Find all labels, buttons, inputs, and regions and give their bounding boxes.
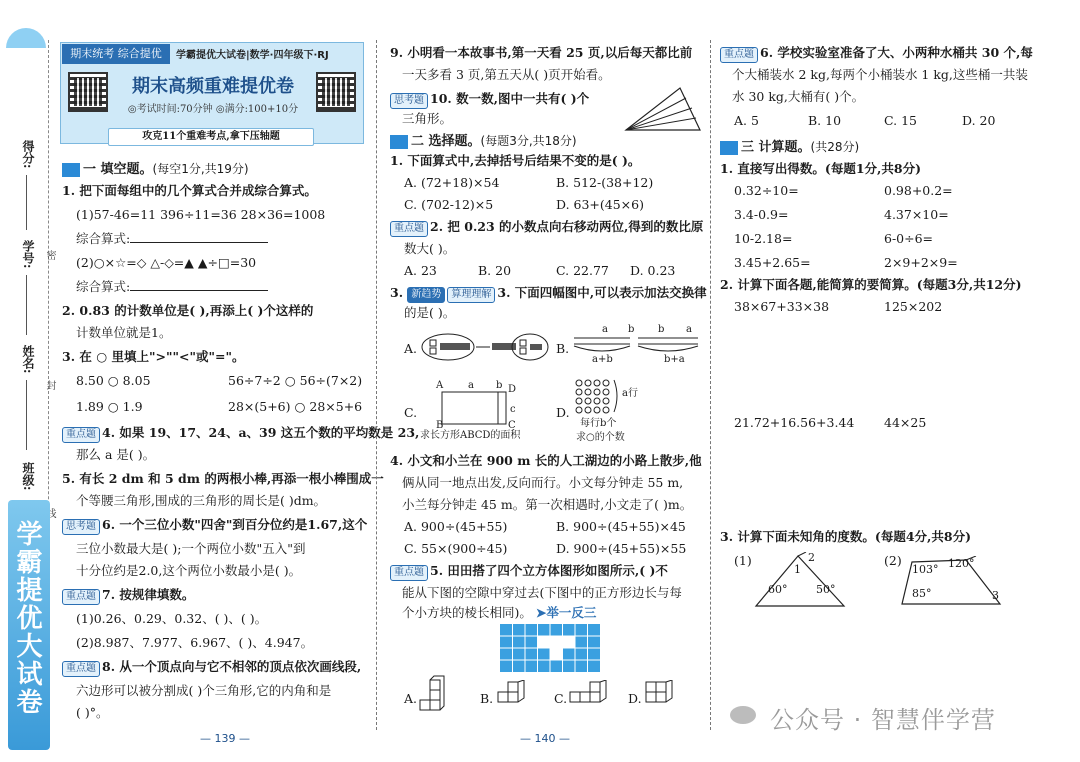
exam-title: 期末高频重难提优卷 [132,76,294,97]
question-l6: 思考题 6. 一个三位小数"四舍"到百分位约是1.67,这个 [62,516,367,535]
choice-option: A. (72+18)×54 [404,175,500,190]
student-id-label: 学号: [21,240,35,269]
grid-figure [500,624,600,672]
key-tag: 重点题 [720,47,758,63]
calc-item: 0.98+0.2= [884,183,953,198]
question-l8-cont: 六边形可以被分割成( )个三角形,它的内角和是 [76,683,332,698]
page-divider [376,40,377,730]
cube-option-c: C. [554,691,568,706]
calc-expression: 38×67+33×38 [734,299,830,314]
calc-q3: 3. 计算下面未知角的度数。(每题4分,共8分) [720,529,971,544]
label-c: c [510,404,516,415]
option-c-caption: 求长方形ABCD的面积 [420,430,521,441]
question-l5: 5. 有长 2 dm 和 5 dm 的两根小棒,再添一根小棒围成一 [62,471,384,486]
choice-option: A. 5 [734,113,759,128]
angle-1: 1 [794,563,801,576]
section-fill-in: 一 填空题。(每空1分,共19分) [62,158,249,177]
calc-q2: 2. 计算下面各题,能简算的要简算。(每题3分,共12分) [720,277,1022,292]
option-a-figure [420,330,550,364]
calc-item: 2×9+2×9= [884,255,958,270]
name-line [26,380,27,450]
question-l10: 思考题 10. 数一数,图中一共有( )个 [390,90,589,109]
option-b-a2: a [686,324,692,335]
choice-option: D. 63+(45×6) [556,197,644,212]
calc-item: 6-0÷6= [884,231,934,246]
cube-option-d: D. [628,691,642,706]
extend-link[interactable]: ➤举一反三 [535,605,597,620]
question-l4: 重点题 4. 如果 19、17、24、a、39 这五个数的平均数是 23, [62,424,419,443]
compare-item: 8.50 ○ 8.05 [76,373,151,388]
reasoning-tag: 算理理解 [447,287,495,303]
question-l4-cont: 那么 a 是( )。 [76,447,156,462]
question-l1: 1. 把下面每组中的几个算式合并成综合算式。 [62,183,317,198]
choice-option: B. 20 [478,263,512,278]
key-tag: 重点题 [62,427,100,443]
section-badge-icon [390,135,408,149]
header-tag: 期末统考 综合提优 [62,44,170,64]
score-label: 得分: [21,140,35,169]
choice-option: B. 10 [808,113,842,128]
calc-item: 3.45+2.65= [734,255,811,270]
triangle-angle-figure [752,552,852,610]
angle-part-2: (2) [884,553,902,568]
score-line [26,175,27,230]
angle-3: 3 [992,589,999,602]
choice-option: C. (702-12)×5 [404,197,494,212]
choice-option: C. 15 [884,113,917,128]
calc-item: 0.32÷10= [734,183,799,198]
compare-item: 1.89 ○ 1.9 [76,399,143,414]
header-series: 学霸提优大试卷|数学·四年级下·RJ [176,50,329,61]
question-l8: 重点题 8. 从一个顶点向与它不相邻的顶点依次画线段, [62,658,361,677]
question-l7-part2: (2)8.987、7.977、6.967、( )、4.947。 [76,635,314,650]
choice-q5-cont: 个小方块的棱长相同)。 ➤举一反三 [402,605,597,620]
option-b-b2: b [658,324,665,335]
question-l8-cont: ( )°。 [76,705,109,720]
option-b-a: a [602,324,608,335]
exam-meta: ◎考试时间:70分钟 ◎满分:100+10分 [127,104,299,115]
student-id-line [26,275,27,335]
think-tag: 思考题 [390,93,428,109]
choice-option: B. 900÷(45+55)×45 [556,519,686,534]
question-l5-cont: 个等腰三角形,围成的三角形的周长是( )dm。 [76,493,327,508]
calc-expression: 44×25 [884,415,927,430]
question-l9-cont: 一天多看 3 页,第五天从( )页开始看。 [402,67,611,82]
qr-code-right [316,72,356,112]
choice-option: C. 55×(900÷45) [404,541,508,556]
option-b-sum: a+b [592,354,613,365]
choice-q3-cont: 的是( )。 [404,305,456,320]
cube-option-b: B. [480,691,494,706]
angle-50: 50° [816,583,836,596]
choice-q6-cont: 水 30 kg,大桶有( )个。 [732,89,865,104]
point-d: D [508,384,517,395]
exam-slogan: 攻克11个重难考点,拿下压轴题 [108,128,314,146]
question-l7: 重点题 7. 按规律填数。 [62,586,194,605]
choice-option: D. 0.23 [630,263,676,278]
choice-q1: 1. 下面算式中,去掉括号后结果不变的是( )。 [390,153,641,168]
question-l1-part1: (1)57-46=11 396÷11=36 28×36=1008 [76,207,326,222]
calc-q1: 1. 直接写出得数。(每题1分,共8分) [720,161,921,176]
calc-expression: 21.72+16.56+3.44 [734,415,855,430]
choice-q5: 重点题 5. 田田搭了四个立方体图形如图所示,( )不 [390,562,668,581]
choice-q2-cont: 数大( )。 [404,241,456,256]
calc-item: 4.37×10= [884,207,949,222]
calc-expression: 125×202 [884,299,943,314]
triangle-figure [624,84,704,134]
cut-mark-2: 封 [44,380,55,390]
question-l6-cont: 三位小数最大是( );一个两位小数"五入"到 [76,541,306,556]
option-d-caption2: 求○的个数 [576,432,625,443]
angle-60: 60° [768,583,788,596]
choice-q4-cont: 俩从同一地点出发,反向而行。小文每分钟走 55 m, [402,475,684,490]
answer-prompt: 综合算式: [76,230,268,248]
page-number-middle: — 140 — [520,732,570,745]
cut-mark-1: 密 [44,250,55,260]
angle-part-1: (1) [734,553,752,568]
label-a: a [468,380,474,391]
option-b-b: b [628,324,635,335]
angle-2: 2 [808,551,815,564]
question-l2: 2. 0.83 的计数单位是( ),再添上( )个这样的 [62,303,314,318]
calc-item: 10-2.18= [734,231,793,246]
cube-option-a: A. [404,691,418,706]
choice-q6: 重点题 6. 学校实验室准备了大、小两种水桶共 30 个,每 [720,44,1033,63]
left-page [0,0,420,762]
section-badge-icon [720,141,738,155]
page-divider [710,40,711,730]
angle-103: 103° [912,563,939,576]
choice-q4-cont: 小兰每分钟走 45 m。第一次相遇时,小文走了( )m。 [402,497,693,512]
choice-option: A. 23 [404,263,437,278]
choice-q4: 4. 小文和小兰在 900 m 长的人工湖边的小路上散步,他 [390,453,702,468]
question-l7-part1: (1)0.26、0.29、0.32、( )、( )。 [76,611,268,626]
point-b: B [436,420,444,431]
option-c-label: C. [404,405,418,420]
trend-tag: 新趋势 [407,287,445,303]
section-badge-icon [62,163,80,177]
section-choice: 二 选择题。(每题3分,共18分) [390,130,577,149]
choice-q3: 3. 新趋势 算理理解 3. 下面四幅图中,可以表示加法交换律 [390,284,707,303]
qr-code-left [68,72,108,112]
question-l2-cont: 计数单位就是1。 [76,325,172,340]
choice-q2: 重点题 2. 把 0.23 的小数点向右移动两位,得到的数比原 [390,218,703,237]
question-l3: 3. 在 ○ 里填上">""<"或"="。 [62,349,245,364]
choice-q6-cont: 个大桶装水 2 kg,每两个小桶装水 1 kg,这些桶一共装 [732,67,1028,82]
name-label: 姓名: [21,345,35,374]
section-calculation: 三 计算题。(共28分) [720,136,859,155]
option-d-caption1: 每行b个 [580,418,617,429]
compare-item: 28×(5+6) ○ 28×5+6 [228,399,363,414]
class-label: 班级: [21,462,35,491]
cube-figure-a [418,674,448,714]
label-b: b [496,380,503,391]
think-tag: 思考题 [62,519,100,535]
option-c-figure [430,388,550,428]
wechat-icon [730,706,756,724]
middle-page [380,0,710,762]
option-b-label: B. [556,341,570,356]
key-tag: 重点题 [62,589,100,605]
answer-prompt: 综合算式: [76,278,268,296]
angle-85: 85° [912,587,932,600]
angle-120: 120° [948,557,975,570]
calc-item: 3.4-0.9= [734,207,789,222]
option-a-label: A. [404,341,418,356]
cube-figure-b [496,680,528,710]
question-l9: 9. 小明看一本故事书,第一天看 25 页,以后每天都比前 [390,45,693,60]
key-tag: 重点题 [390,221,428,237]
key-tag: 重点题 [62,661,100,677]
choice-option: B. 512-(38+12) [556,175,654,190]
key-tag: 重点题 [390,565,428,581]
question-l6-cont: 十分位约是2.0,这个两位小数最小是( )。 [76,563,302,578]
point-a: A [436,380,444,391]
spine-title: 学霸提优大试卷 [12,520,42,716]
cube-figure-d [644,680,680,710]
compare-item: 56÷7÷2 ○ 56÷(7×2) [228,373,363,388]
choice-option: C. 22.77 [556,263,609,278]
choice-option: D. 20 [962,113,996,128]
choice-option: D. 900÷(45+55)×55 [556,541,687,556]
right-page [712,0,1080,762]
point-c: C [508,420,516,431]
choice-option: A. 900÷(45+55) [404,519,508,534]
option-b-sum2: b+a [664,354,685,365]
choice-q5-cont: 能从下图的空隙中穿过去(下图中的正方形边长与每 [402,585,682,600]
question-l1-part2: (2)○×☆=◇ △-◇=▲ ▲÷□=30 [76,255,257,270]
page-number-left: — 139 — [200,732,250,745]
watermark-text: 公众号 · 智慧伴学营 [770,706,996,734]
option-d-rows: a行 [622,388,638,399]
option-d-label: D. [556,405,570,420]
question-l10-cont: 三角形。 [402,111,453,126]
cube-figure-c [568,680,612,710]
